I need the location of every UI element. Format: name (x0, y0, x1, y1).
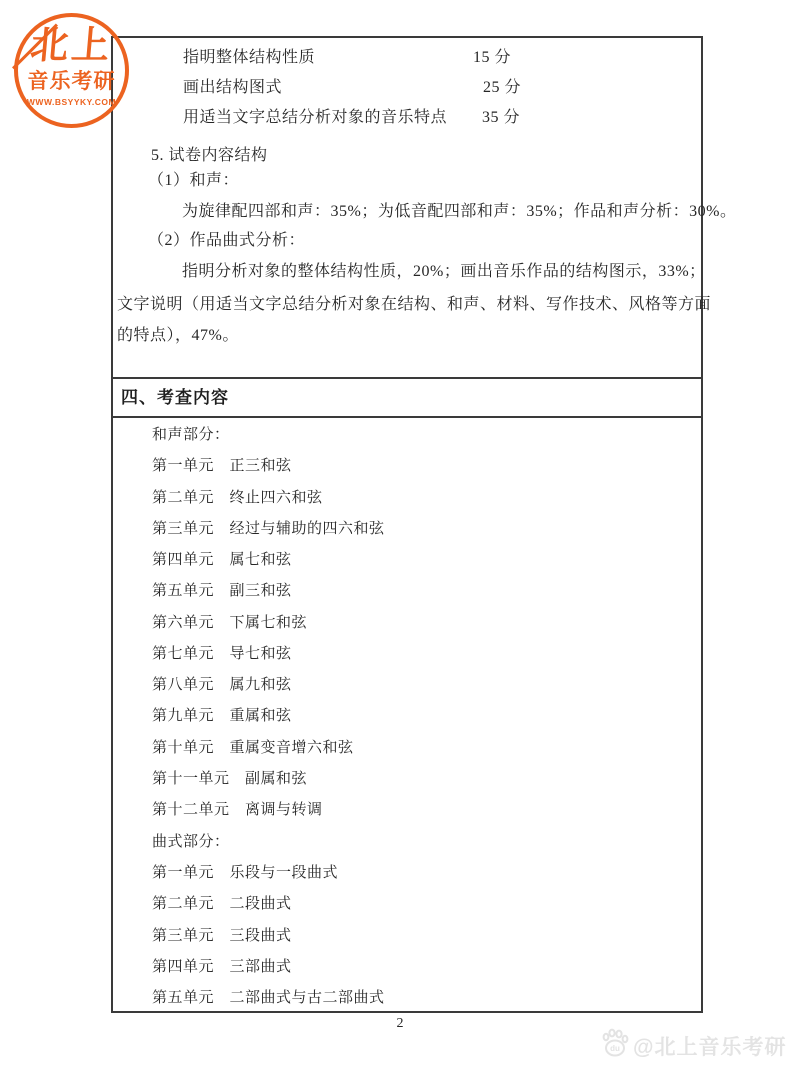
content-line: 第九单元 重属和弦 (152, 708, 292, 724)
exam-structure-sub2-line1: 指明分析对象的整体结构性质，20%；画出音乐作品的结构图示，33%； (182, 263, 706, 280)
section-title: 四、考查内容 (121, 388, 229, 407)
baidu-paw-icon (600, 1028, 630, 1063)
content-line: 第五单元 副三和弦 (152, 583, 292, 599)
content-line: 第四单元 属七和弦 (152, 552, 292, 568)
content-line: 第七单元 导七和弦 (152, 646, 292, 662)
exam-structure-sub1-body: 为旋律配四部和声：35%；为低音配四部和声：35%；作品和声分析：30%。 (182, 203, 737, 220)
content-line: 第二单元 终止四六和弦 (152, 490, 323, 506)
content-line: 第三单元 三段曲式 (152, 928, 292, 944)
content-line: 和声部分： (152, 427, 230, 443)
page-number: 2 (396, 1016, 404, 1031)
exam-structure-sub2-line2: 文字说明（用适当文字总结分析对象在结构、和声、材料、写作技术、风格等方面 (117, 296, 712, 313)
score-item-label: 指明整体结构性质 (183, 49, 316, 66)
content-line: 第六单元 下属七和弦 (152, 615, 308, 631)
content-line: 第十一单元 副属和弦 (152, 771, 308, 787)
content-line: 第一单元 正三和弦 (152, 458, 292, 474)
exam-structure-heading: 5. 试卷内容结构 (151, 147, 268, 164)
svg-text:du: du (610, 1044, 620, 1053)
content-line: 曲式部分： (152, 834, 230, 850)
exam-structure-sub2-line3: 的特点），47%。 (117, 327, 239, 344)
bsyyky-logo (14, 13, 129, 128)
content-line: 第八单元 属九和弦 (152, 677, 292, 693)
score-item-value: 15 分 (473, 49, 512, 66)
section-header-row (111, 377, 703, 418)
content-line: 第五单元 二部曲式与古二部曲式 (152, 990, 385, 1006)
score-item-value: 35 分 (482, 109, 521, 126)
content-line: 第二单元 二段曲式 (152, 896, 292, 912)
content-line: 第四单元 三部曲式 (152, 959, 292, 975)
score-item-label: 画出结构图式 (183, 79, 283, 96)
logo-website: WWW.BSYYKY.COM (26, 97, 117, 107)
score-item-label: 用适当文字总结分析对象的音乐特点 (183, 109, 448, 126)
watermark (600, 1028, 786, 1063)
content-line: 第十二单元 离调与转调 (152, 802, 323, 818)
content-line: 第十单元 重属变音增六和弦 (152, 740, 354, 756)
exam-structure-sub2-title: （2）作品曲式分析： (148, 232, 306, 249)
watermark-text: @北上音乐考研 (633, 1035, 787, 1059)
score-item-value: 25 分 (483, 79, 522, 96)
logo-title: 北上 (28, 25, 115, 67)
content-line: 第三单元 经过与辅助的四六和弦 (152, 521, 385, 537)
logo-subtitle: 音乐考研 (27, 70, 116, 93)
content-line: 第一单元 乐段与一段曲式 (152, 865, 339, 881)
exam-structure-sub1-title: （1）和声： (148, 172, 240, 189)
